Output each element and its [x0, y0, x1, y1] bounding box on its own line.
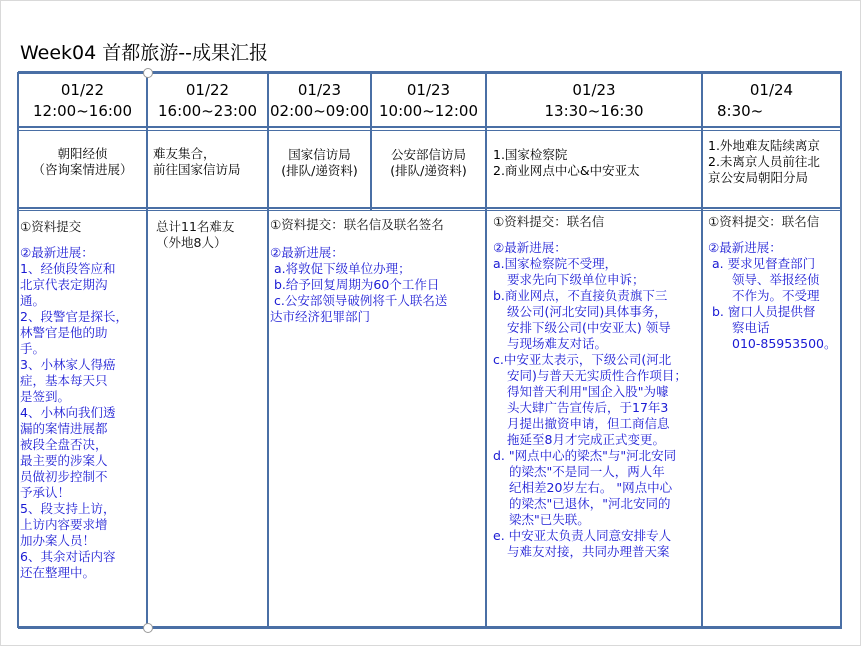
resize-handle-top[interactable] — [143, 68, 153, 78]
progress-line: b.给予回复周期为60个工作日 — [274, 277, 440, 292]
activity-line: 2.商业网点中心&中安亚太 — [493, 163, 640, 178]
resize-handle-bottom[interactable] — [143, 623, 153, 633]
activity-line: 公安部信访局 — [390, 147, 466, 162]
header-date: 01/22 — [60, 81, 105, 99]
progress-line: 还在整理中。 — [20, 565, 96, 580]
progress-line: 的梁杰"不是同一人，两人年 — [509, 464, 665, 479]
progress-list — [270, 261, 485, 325]
header-time: 13:30~16:30 — [544, 102, 644, 120]
table-bottom-border — [18, 626, 842, 629]
progress-line: 领导、举报经侦 — [732, 272, 820, 287]
progress-line: 3、小林家人得癌 — [20, 357, 116, 372]
header-cell-5 — [487, 80, 701, 122]
progress-label: ②最新进展： — [493, 240, 567, 255]
activity-cell-4 — [372, 147, 485, 179]
progress-line: a.将敦促下级单位办理； — [274, 261, 411, 276]
progress-line: 北京代表定期沟 — [20, 277, 108, 292]
header-cell-1 — [19, 80, 146, 122]
progress-line: 010-85953500。 — [732, 336, 837, 351]
activity-cell-1 — [19, 146, 146, 178]
submission-heading: ①资料提交：联名信 — [493, 214, 605, 229]
progress-line: 漏的案情进展都 — [20, 421, 108, 436]
progress-label: ②最新进展： — [20, 245, 94, 260]
header-cell-6 — [703, 80, 840, 122]
progress-line: 上访内容要求增 — [20, 517, 108, 532]
progress-list — [493, 256, 701, 560]
submission-heading: ①资料提交：联名信及联名签名 — [270, 217, 444, 232]
detail-cell-6 — [708, 214, 840, 352]
header-date: 01/23 — [297, 81, 342, 99]
progress-line: 5、段支持上访， — [20, 501, 116, 516]
header-divider-2 — [18, 130, 842, 131]
progress-line: 级公司(河北安同)具体事务， — [507, 304, 667, 319]
header-date: 01/24 — [749, 81, 794, 99]
activity-line: 1.国家检察院 — [493, 147, 568, 162]
submission-heading: ①资料提交：联名信 — [708, 214, 820, 229]
activity-line: 2.未离京人员前往北 — [708, 154, 820, 169]
header-date: 01/23 — [572, 81, 616, 99]
progress-line: a.国家检察院不受理， — [493, 256, 618, 271]
header-cell-2 — [148, 80, 267, 122]
header-date: 01/23 — [406, 81, 451, 99]
progress-line: b. 窗口人员提供督 — [712, 304, 816, 319]
progress-line: 头大肆广告宣传后，于17年3 — [507, 400, 669, 415]
progress-line: d. "网点中心的梁杰"与"河北安同 — [493, 448, 677, 463]
activity-line: 国家信访局 — [288, 147, 351, 162]
progress-list — [708, 256, 840, 352]
progress-line: 被段全盘否决， — [20, 437, 108, 452]
table-top-border — [18, 71, 842, 74]
activity-line: (排队/递资料) — [281, 163, 358, 178]
activity-divider — [18, 207, 842, 209]
progress-label: ②最新进展： — [270, 245, 344, 260]
progress-line: 察电话 — [732, 320, 770, 335]
activity-line: 1.外地难友陆续离京 — [708, 138, 820, 153]
header-time: 02:00~09:00 — [269, 102, 370, 120]
header-time: 16:00~23:00 — [157, 102, 258, 120]
progress-line: 是签到。 — [20, 389, 71, 404]
activity-cell-2 — [153, 146, 267, 178]
progress-line: 达市经济犯罪部门 — [270, 309, 371, 324]
progress-line: 最主要的涉案人 — [20, 453, 108, 468]
col-line-4 — [485, 72, 487, 628]
progress-line: 梁杰"已失联。 — [509, 512, 590, 527]
progress-line: 安同)与普天无实质性合作项目； — [507, 368, 687, 383]
progress-line: 纪相差20岁左右。 "网点中心 — [509, 480, 673, 495]
progress-line: 要求先向下级单位申诉； — [507, 272, 645, 287]
header-date: 01/22 — [185, 81, 230, 99]
slide-title: Week04 首都旅游--成果汇报 — [20, 42, 268, 64]
progress-line: a. 要求见督查部门 — [712, 256, 816, 271]
header-divider — [18, 126, 842, 128]
progress-line: 得知普天利用"国企入股"为噱 — [507, 384, 669, 399]
header-time: 12:00~16:00 — [32, 102, 133, 120]
progress-line: 通。 — [20, 293, 46, 308]
progress-line: 与难友对接，共同办理普天案 — [507, 544, 670, 559]
progress-line: e. 中安亚太负责人同意安排专人 — [493, 528, 672, 543]
progress-line: 6、其余对话内容 — [20, 549, 116, 564]
progress-line: 拖延至8月才完成正式变更。 — [507, 432, 665, 447]
progress-line: 4、小林向我们透 — [20, 405, 116, 420]
progress-line: 2、段警官是探长， — [20, 309, 128, 324]
activity-line: 前往国家信访局 — [153, 162, 241, 177]
progress-line: 予承认！ — [20, 485, 71, 500]
detail-cell-2 — [156, 219, 267, 251]
participant-count: 总计11名难友 — [156, 219, 235, 234]
progress-line: 与现场难友对话。 — [507, 336, 608, 351]
progress-line: 加办案人员！ — [20, 533, 96, 548]
activity-divider-2 — [18, 210, 842, 211]
progress-line: 林警官是他的助 — [20, 325, 108, 340]
progress-line: 不作为。不受理 — [732, 288, 820, 303]
activity-cell-3 — [269, 147, 370, 179]
activity-line: 京公安局朝阳分局 — [708, 170, 809, 185]
col-line-1 — [146, 72, 148, 628]
progress-line: 安排下级公司(中安亚太) 领导 — [507, 320, 671, 335]
progress-line: 员做初步控制不 — [20, 469, 108, 484]
activity-cell-5 — [493, 147, 701, 179]
header-time: 10:00~12:00 — [378, 102, 479, 120]
submission-heading: ①资料提交 — [20, 219, 82, 234]
participant-breakdown: （外地8人） — [156, 235, 227, 250]
col-line-6 — [840, 72, 842, 628]
col-line-5 — [701, 72, 703, 628]
progress-line: 症，基本每天只 — [20, 373, 108, 388]
activity-line: 朝阳经侦 — [57, 146, 108, 161]
header-time: 8:30~ — [717, 102, 764, 120]
progress-label: ②最新进展： — [708, 240, 782, 255]
progress-line: b.商业网点，不直接负责旗下三 — [493, 288, 668, 303]
activity-line: 难友集合， — [153, 146, 216, 161]
progress-line: 1、经侦段答应和 — [20, 261, 116, 276]
progress-line: c.中安亚太表示，下级公司(河北 — [493, 352, 672, 367]
detail-cell-5 — [493, 214, 701, 560]
progress-line: 的梁杰"已退休，"河北安同的 — [509, 496, 671, 511]
header-cell-4 — [372, 80, 485, 122]
progress-line: 月提出撤资申请，但工商信息 — [507, 416, 670, 431]
progress-line: 手。 — [20, 341, 46, 356]
detail-cell-1 — [20, 219, 146, 581]
header-cell-3 — [269, 80, 370, 122]
activity-line: （咨询案情进展） — [32, 162, 133, 177]
detail-cell-3 — [270, 217, 485, 325]
progress-line: c.公安部领导破例将千人联名送 — [274, 293, 448, 308]
activity-line: (排队/递资料) — [390, 163, 467, 178]
progress-list — [20, 261, 146, 581]
activity-cell-6 — [708, 138, 840, 186]
